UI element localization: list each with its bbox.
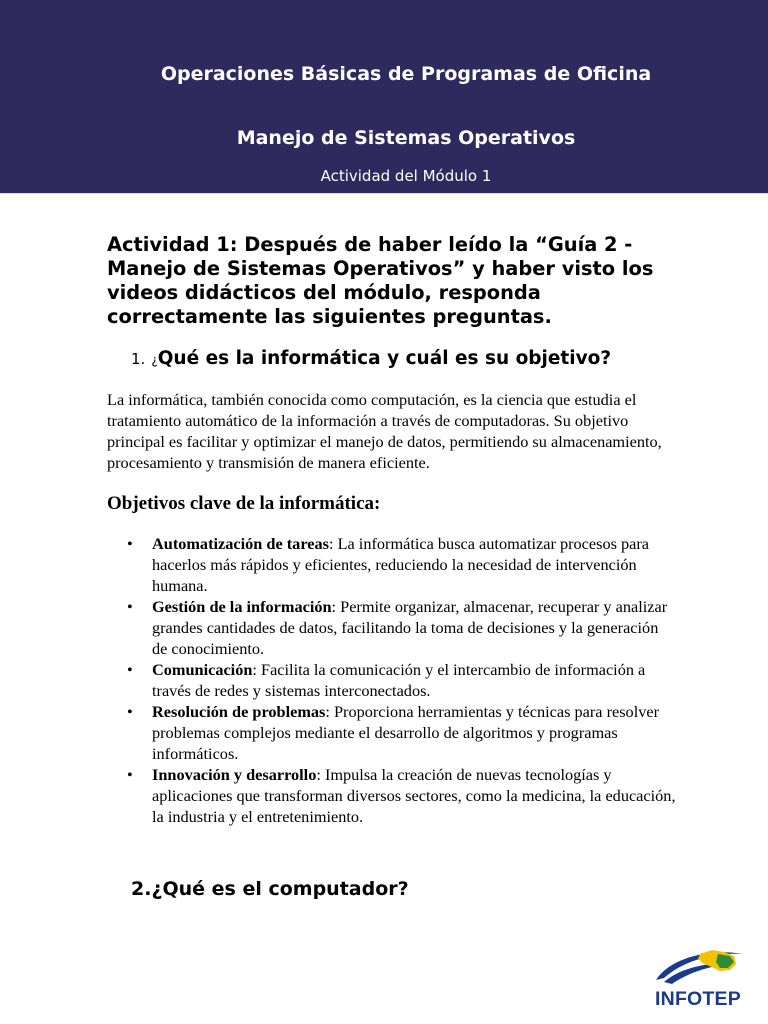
objectives-title: Objetivos clave de la informática: <box>107 493 381 514</box>
infotep-logo <box>650 944 746 1020</box>
course-title: Operaciones Básicas de Programas de Oficina <box>160 63 652 85</box>
logo-text: INFOTEP <box>655 988 741 1010</box>
question-1-text: Qué es la informática y cuál es su objetivo? <box>157 348 612 369</box>
objective-text: : Facilita la comunicación y el intercambio de información a través de redes y sistemas interconectados. <box>152 660 646 700</box>
bullet-icon: • <box>127 597 133 616</box>
objective-term: Gestión de la información <box>152 597 332 616</box>
page-header <box>0 0 768 194</box>
question-1 <box>131 347 731 372</box>
list-item <box>107 701 677 764</box>
bullet-icon: • <box>127 660 133 679</box>
list-item <box>107 659 677 701</box>
bullet-icon: • <box>127 765 133 784</box>
answer-1-intro: La informática, también conocida como computación, es la ciencia que estudia el tratamiento automático de la información a través de computadoras. Su objetivo principal es facilitar y optimizar el manejo de datos, permitiendo su almacenamiento, procesamiento y transmisión de manera eficiente. <box>107 390 662 472</box>
bullet-icon: • <box>127 702 133 721</box>
objective-term: Comunicación <box>152 660 253 679</box>
question-2: 2.¿Qué es el computador? <box>131 878 409 900</box>
infotep-logo-icon <box>650 944 746 988</box>
objective-text: : La informática busca automatizar procesos para hacerlos más rápidos y eficientes, reduciendo la necesidad de intervención humana. <box>152 534 650 595</box>
question-1-number: 1. <box>131 350 146 368</box>
bullet-icon: • <box>127 534 133 553</box>
module-activity-label: Actividad del Módulo 1 <box>320 167 492 185</box>
activity-heading: Actividad 1: Después de haber leído la “Guía 2 - Manejo de Sistemas Operativos” y haber visto los videos didácticos del módulo, responda correctamente las siguientes preguntas. <box>107 233 654 328</box>
objective-text: : Permite organizar, almacenar, recuperar y analizar grandes cantidades de datos, facilitando la toma de decisiones y la generación de conocimiento. <box>152 597 668 658</box>
question-1-inverted-mark: ¿ <box>151 353 158 367</box>
objective-text: : Proporciona herramientas y técnicas para resolver problemas complejos mediante el desarrollo de algoritmos y programas informáticos. <box>152 702 660 763</box>
objective-text: : Impulsa la creación de nuevas tecnologías y aplicaciones que transforman diversos sectores, como la medicina, la educación, la industria y el entretenimiento. <box>152 765 676 826</box>
list-item <box>107 596 677 659</box>
objectives-list <box>107 533 677 827</box>
objective-term: Innovación y desarrollo <box>152 765 317 784</box>
list-item <box>107 533 677 596</box>
objective-term: Resolución de problemas <box>152 702 326 721</box>
objective-term: Automatización de tareas <box>152 534 329 553</box>
list-item <box>107 764 677 827</box>
course-subtitle: Manejo de Sistemas Operativos <box>236 127 576 149</box>
